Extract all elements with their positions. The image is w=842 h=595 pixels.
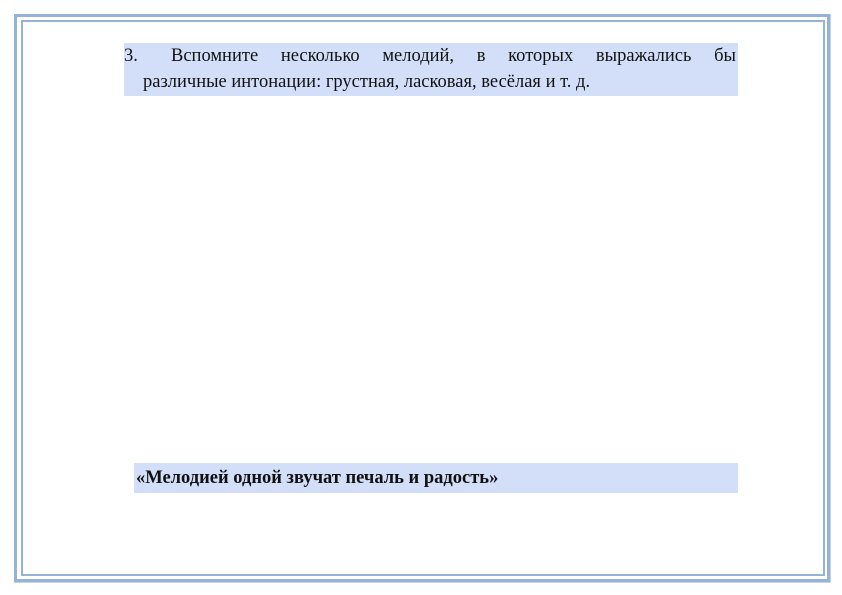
question-line-1 [124,43,736,69]
quote-heading: «Мелодией одной звучат печаль и радость» [134,463,738,493]
question-text-line-2: различные интонации: грустная, ласковая, весёлая и т. д. [143,72,591,92]
question-text-line-1: Вспомните несколько мелодий, в которых выражались бы [171,46,736,66]
question-block [124,43,738,96]
question-number: 3. [124,46,138,66]
